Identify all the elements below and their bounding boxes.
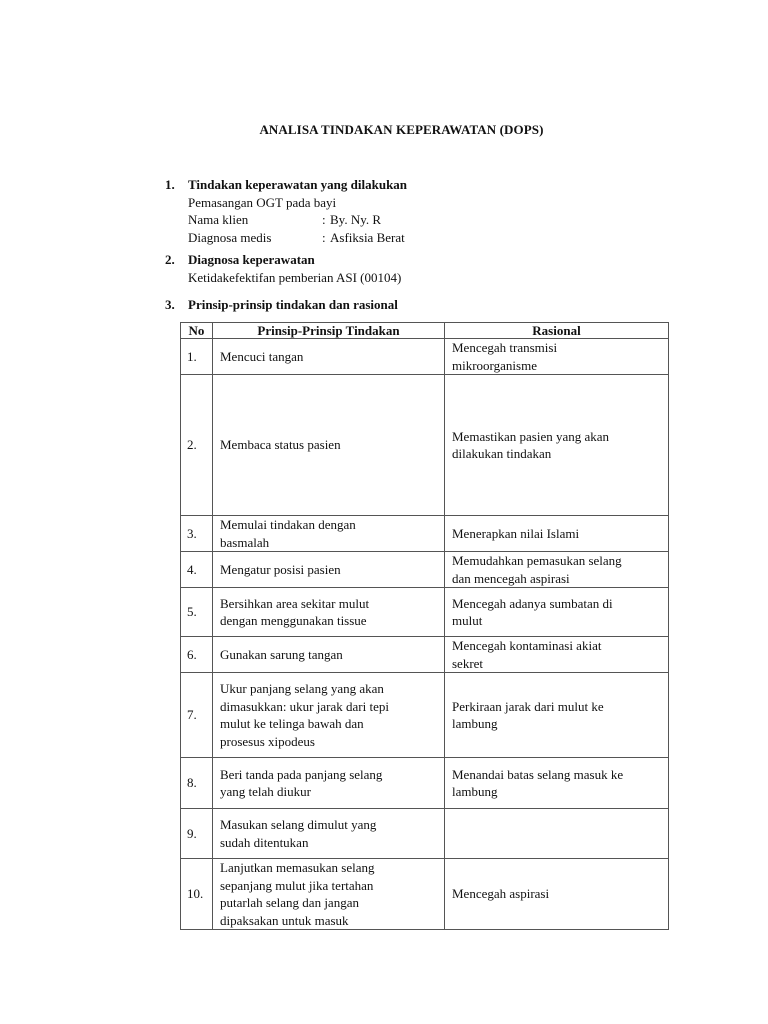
row-prinsip: Masukan selang dimulut yang sudah ditentukan	[213, 809, 445, 859]
table-row	[181, 552, 669, 588]
section-heading	[165, 296, 685, 314]
field-value: By. Ny. R	[330, 212, 382, 227]
row-rasional: Menerapkan nilai Islami	[445, 516, 669, 552]
row-number: 10.	[181, 859, 213, 930]
table-row	[181, 809, 669, 859]
row-number: 2.	[181, 375, 213, 516]
table-row	[181, 859, 669, 930]
row-number: 7.	[181, 673, 213, 758]
table-row	[181, 588, 669, 637]
row-number: 9.	[181, 809, 213, 859]
row-rasional: Mencegah transmisi mikroorganisme	[445, 339, 669, 375]
row-number: 1.	[181, 339, 213, 375]
section-heading-text: Prinsip-prinsip tindakan dan rasional	[188, 297, 398, 312]
section-heading-text: Diagnosa keperawatan	[188, 252, 315, 267]
section-body	[165, 269, 685, 287]
row-rasional	[445, 809, 669, 859]
section-prinsip	[165, 296, 685, 314]
field-value: Asfiksia Berat	[330, 229, 405, 245]
table-row	[181, 516, 669, 552]
row-rasional: Mencegah kontaminasi akiat sekret	[445, 637, 669, 673]
row-rasional: Mencegah aspirasi	[445, 859, 669, 930]
row-prinsip: Bersihkan area sekitar mulut dengan menggunakan tissue	[213, 588, 445, 637]
table-header-row	[181, 323, 669, 339]
row-rasional: Mencegah adanya sumbatan di mulut	[445, 588, 669, 637]
row-number: 3.	[181, 516, 213, 552]
row-prinsip: Gunakan sarung tangan	[213, 637, 445, 673]
table-row	[181, 758, 669, 809]
section-heading-text: Tindakan keperawatan yang dilakukan	[188, 177, 408, 192]
section-number: 1.	[165, 177, 175, 192]
row-rasional: Menandai batas selang masuk ke lambung	[445, 758, 669, 809]
row-prinsip: Mengatur posisi pasien	[213, 552, 445, 588]
row-number: 6.	[181, 637, 213, 673]
row-prinsip: Memulai tindakan dengan basmalah	[213, 516, 445, 552]
field-diagnosa-medis	[188, 229, 685, 247]
document-title: ANALISA TINDAKAN KEPERAWATAN (DOPS)	[259, 122, 544, 137]
field-label: Nama klien	[188, 212, 249, 227]
header-prinsip: Prinsip-Prinsip Tindakan	[213, 323, 445, 339]
section-heading	[165, 251, 685, 269]
principles-table	[180, 322, 669, 930]
diagnosis-text: Ketidakefektifan pemberian ASI (00104)	[188, 269, 402, 285]
field-separator: :	[322, 229, 326, 245]
table-row	[181, 339, 669, 375]
row-number: 8.	[181, 758, 213, 809]
header-rasional: Rasional	[445, 323, 669, 339]
field-nama-klien	[188, 211, 685, 229]
table-row	[181, 673, 669, 758]
field-separator: :	[322, 212, 326, 227]
row-rasional: Memastikan pasien yang akan dilakukan tindakan	[445, 375, 669, 516]
action-text: Pemasangan OGT pada bayi	[188, 194, 337, 210]
section-tindakan	[165, 176, 685, 246]
row-number: 5.	[181, 588, 213, 637]
section-number: 3.	[165, 297, 175, 312]
header-no: No	[181, 323, 213, 339]
section-body	[165, 194, 685, 247]
row-number: 4.	[181, 552, 213, 588]
field-label: Diagnosa medis	[188, 229, 272, 245]
row-prinsip: Lanjutkan memasukan selang sepanjang mulut jika tertahan putarlah selang dan jangan dipaksakan untuk masuk	[213, 859, 445, 930]
row-rasional: Memudahkan pemasukan selang dan mencegah aspirasi	[445, 552, 669, 588]
row-prinsip: Beri tanda pada panjang selang yang telah diukur	[213, 758, 445, 809]
row-prinsip: Ukur panjang selang yang akan dimasukkan: ukur jarak dari tepi mulut ke telinga bawah dan prosesus xipodeus	[213, 673, 445, 758]
row-rasional: Perkiraan jarak dari mulut ke lambung	[445, 673, 669, 758]
section-number: 2.	[165, 252, 175, 267]
table-row	[181, 375, 669, 516]
row-prinsip: Mencuci tangan	[213, 339, 445, 375]
table-row	[181, 637, 669, 673]
section-heading	[165, 176, 685, 194]
row-prinsip: Membaca status pasien	[213, 375, 445, 516]
section-diagnosa-keperawatan	[165, 251, 685, 286]
